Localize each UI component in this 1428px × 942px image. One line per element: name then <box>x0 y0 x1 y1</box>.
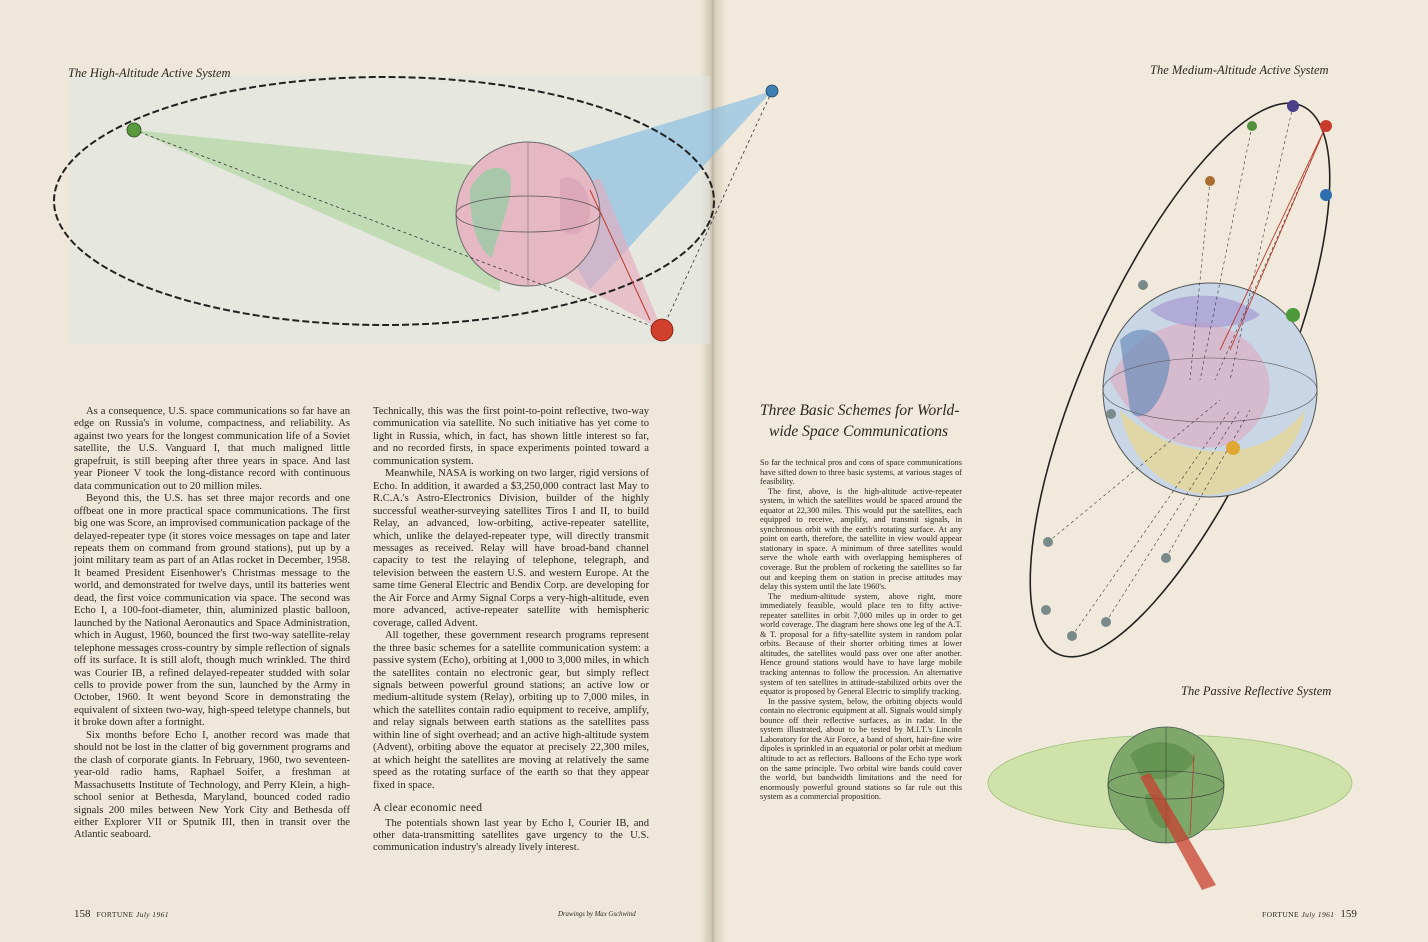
satellite-red <box>1320 120 1332 132</box>
satellite-blue <box>1320 189 1332 201</box>
paragraph: The medium-altitude system, above right, more immediately feasible, would place ten to fifty active-repeater satellites in orbit 7,000 miles up in order to get world coverage. The diagram here shows one leg of the A.T. & T. proposal for a fifty-satellite system in random polar orbits. Because of their shorter orbiting times at lower altitudes, the satellites would pass over one after another. Hence ground stations would have to have large mobile tracking antennas to follow the procession. An alternative system of ten satellites in attitude-stabilized orbits over the equator is proposed by General Electric to simplify tracking. <box>760 591 962 697</box>
satellite-green-large <box>1286 308 1300 322</box>
illustration-credit: Drawings by Max Gschwind <box>558 911 636 918</box>
paragraph: The first, above, is the high-altitude active-repeater system, in which the satellites would be spaced around the equator at 22,300 miles. This would put the satellites, each equipped to receive, amplify, and transmit signals, in synchronous orbit with the earth's rotating surface. At any point on earth, therefore, the satellite in view would appear stationary in space. A minimum of three satellites would serve the whole earth with overlapping hemispheres of coverage. But the problem of rocketing the satellites so far out and keeping them on station in precise attitudes may delay this system until the late 1960's. <box>760 486 962 592</box>
sidebar-headline <box>760 400 972 442</box>
magazine-name: FORTUNE <box>1262 910 1299 919</box>
paragraph: Beyond this, the U.S. has set three major records and one offbeat one in more practical space communications. The first big one was Score, an improvised communication package of the delayed-repeater type (it stores voice messages on tape and later repeats them on command from ground stations), put up by a joint military team as part of an Atlas rocket in December, 1958. It beamed President Eisenhower's Christmas message to the world, and demonstrated for twelve days, until its batteries went dead, the first voice communication via space. The second was Echo I, a 100-foot-diameter, thin, aluminized plastic balloon, launched by the National Aeronautics and Space Administration, which in August, 1960, bounced the first two-way satellite-relay telephone messages cross-country by simple reflection of signals off its surface. It is still aloft, though much wrinkled. The third was Courier IB, a refined delayed-repeater studded with solar cells to provide power from the sun, launched by the Army in October, 1960. It went beyond Score in demonstrating the equivalent of sixteen two-way, high-speed teletype channels, but it broke down after a fortnight. <box>74 493 350 729</box>
paragraph: So far the technical pros and cons of space communications have sifted down to three basic systems, at various stages of feasibility. <box>760 458 962 487</box>
passive-reflective-diagram <box>980 715 1360 895</box>
section-subhead: A clear economic need <box>373 802 483 815</box>
figure-title-passive-reflective: The Passive Reflective System <box>1181 684 1332 698</box>
paragraph: Technically, this was the first point-to-point reflective, two-way communication via satellite. No such initiative has yet come to light in Russia, which, in fact, has shown little interest so far, and no recorded firsts, in space experiments pointed toward a communication system. <box>373 406 649 467</box>
paragraph: Six months before Echo I, another record was made that should not be lost in the clatter of big government programs and the clash of corporate giants. In February, 1960, two seventeen-year-old radio hams, Raphael Soifer, a freshman at Massachusetts Institute of Technology, and Perry Klein, a high-school senior at Bethesda, Maryland, bounced coded radio signals 200 miles between New York City and Bethesda off either Explorer VII or Sputnik III, then in transit over the Atlantic seaboard. <box>74 729 350 841</box>
page-number: 159 <box>1340 908 1357 920</box>
satellite-green <box>127 123 141 137</box>
paragraph: The potentials shown last year by Echo I, Courier IB, and other data-transmitting satellites gave urgency to the U.S. communication industry's already lively interest. <box>373 817 649 854</box>
paragraph: Meanwhile, NASA is working on two larger, rigid versions of Echo. In addition, it awarded a $3,250,000 contract last May to R.C.A.'s Astro-Electronics Division, builder of the highly successful weather-surveying satellites Tiros I and II, to build Relay, an advanced, low-orbiting, active-repeater satellite, which, unlike the delayed-repeater type, will directly transmit messages as received. Relay will have broad-band channel capacity to test the relaying of telephone, telegraph, and television between the eastern U.S. and western Europe. At the same time General Electric and Bendix Corp. are developing for the Air Force and Army Signal Corps a very-high-altitude, even more advanced, active-repeater satellite with hemispheric coverage, called Advent. <box>373 468 649 629</box>
satellite-green <box>1247 121 1257 131</box>
paragraph: As a consequence, U.S. space communications so far have an edge on Russia's in volume, compactness, and reliability. As against two years for the longest communication life of a Soviet satellite, the U.S. Vanguard I, that much maligned little grapefruit, is still beeping after three years in space. And last year Pioneer V took the long-distance record with continuous data communication out to 20 million miles. <box>74 406 350 492</box>
magazine-name: FORTUNE <box>96 910 134 919</box>
issue-date: July 1961 <box>1301 910 1335 919</box>
folio-right <box>1262 908 1357 920</box>
satellite-purple <box>1287 100 1299 112</box>
paragraph: In the passive system, below, the orbiting objects would contain no electronic equipment at all. Signals would simply bounce off their reflective surfaces, as in radar. In the system illustrated, about to be tested by M.I.T.'s Lincoln Laboratory for the Air Force, a band of short, hair-fine wire dipoles is sprinkled in an equatorial or polar orbit at medium altitude to act as reflectors. Balloons of the Echo type work on the same principle. Two orbital wire bands could cover the world, but bandwidth limitations and the need for enormously powerful ground stations so far rule out this system as a commercial proposition. <box>760 696 962 802</box>
folio-left <box>74 908 169 920</box>
satellite-blue <box>766 85 778 97</box>
satellite-red <box>651 319 673 341</box>
medium-altitude-diagram <box>1000 80 1380 660</box>
sidebar-column <box>760 458 962 802</box>
issue-date: July 1961 <box>135 910 169 919</box>
headline-line-1: Three Basic Schemes for World- <box>760 402 960 419</box>
satellite-brown <box>1205 176 1215 186</box>
article-column-2 <box>373 406 649 855</box>
paragraph: All together, these government research programs represent the three basic schemes for a satellite communication system: a passive system (Echo), orbiting at 1,000 to 3,000 miles, in which the satellites contain no electronic gear, but simply reflect signals between powerful ground stations; an active low or medium-altitude system (Relay), orbiting up to 7,000 miles, in which the satellites contain radio equipment to receive, amplify, and relay signals between earth stations as the satellites pass within line of sight overhead; and an active high-altitude system (Advent), orbiting above the equator at precisely 22,300 miles, at which height the satellites are moving at relatively the same speed as the rotating surface of the earth so that they appear fixed in space. <box>373 630 649 791</box>
page-number: 158 <box>74 908 91 920</box>
article-column-1 <box>74 406 350 842</box>
figure-title-medium-altitude: The Medium-Altitude Active System <box>1150 63 1329 77</box>
satellite-yellow <box>1226 441 1240 455</box>
figure-title-high-altitude: The High-Altitude Active System <box>68 66 231 80</box>
headline-line-2: wide Space Communications <box>769 423 949 440</box>
